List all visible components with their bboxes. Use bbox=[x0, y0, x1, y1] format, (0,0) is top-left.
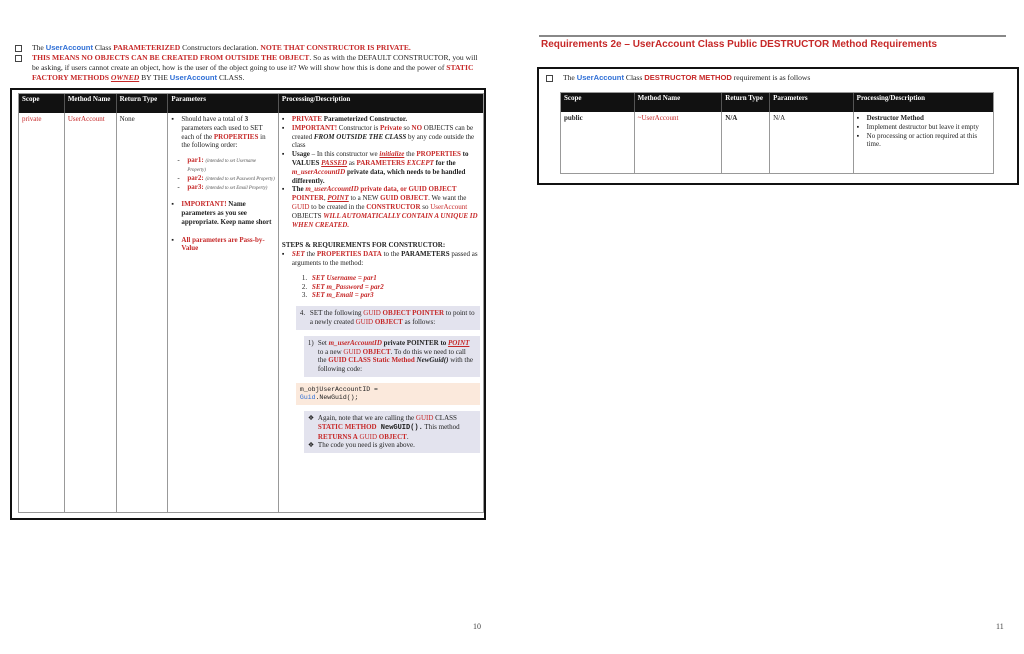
page-number-right: 11 bbox=[996, 622, 1004, 631]
title-rule bbox=[539, 35, 1006, 37]
cell-processing: ▪ Destructor Method ▪ Implement destructor but leave it empty ▪ No processing or action required at this time. bbox=[856, 114, 979, 149]
steps-list: 1. SET Username = par1 2. SET m_Password = par2 3. SET m_Email = par3 bbox=[301, 273, 384, 300]
header-return-type: Return Type bbox=[117, 94, 169, 113]
table-row bbox=[19, 113, 483, 513]
constructor-requirements-table bbox=[18, 93, 484, 513]
header-processing: Processing/Description bbox=[281, 95, 351, 103]
notes-box: ❖ Again, note that we are calling the GUID CLASS STATIC METHOD NewGUID(). This method RETURNS A GUID OBJECT. ❖ The code you need is given above. bbox=[304, 411, 480, 453]
page-title: Requirements 2e – UserAccount Class Public DESTRUCTOR Method Requirements bbox=[541, 39, 938, 50]
cell-parameters: N/A bbox=[770, 112, 854, 173]
header-return-type: Return Type bbox=[722, 93, 770, 112]
steps-title: STEPS & REQUIREMENTS FOR CONSTRUCTOR: bbox=[281, 241, 446, 250]
cell-method-name: UserAccount bbox=[65, 113, 117, 513]
destructor-requirements-table bbox=[560, 92, 994, 174]
table-header bbox=[19, 94, 483, 113]
checkbox-bullet-icon bbox=[15, 55, 22, 62]
table-header bbox=[561, 93, 993, 112]
page-number-left: 10 bbox=[473, 622, 481, 631]
header-scope: Scope bbox=[19, 94, 65, 113]
right-intro: The UserAccount Class DESTRUCTOR METHOD requirement is as follows bbox=[545, 73, 810, 82]
cell-parameters: ▪ Should have a total of 3 parameters each used to SET each of the PROPERTIES in the following order: - par1: (intended to set Username Property) - par2: (intended to set Password Property) - par3: (intended to set Email Property) ▪ IMPORTANT! Name parameters as you see appropriate. Keep name short ▪ All parameters are Pass-by-Value bbox=[168, 113, 279, 513]
header-method-name: Method Name bbox=[635, 93, 723, 112]
cell-scope: public bbox=[561, 112, 635, 173]
cell-return-type: None bbox=[117, 113, 169, 513]
table-row bbox=[561, 112, 993, 173]
header-scope: Scope bbox=[561, 93, 635, 112]
diamond-bullet-icon: ❖ bbox=[307, 441, 315, 450]
header-parameters: Parameters bbox=[168, 94, 279, 113]
cell-return-type: N/A bbox=[722, 112, 770, 173]
step-4-box: 4. SET the following GUID OBJECT POINTER to point to a newly created GUID OBJECT as follows: bbox=[296, 306, 480, 330]
intro-bullet-2: THIS MEANS NO OBJECTS CAN BE CREATED FROM OUTSIDE THE OBJECT. So as with the DEFAULT CONSTRUCTOR, you will be asking, if users cannot create an object, how is the user of the object going to use it? We will show how this is done and the power of STATIC FACTORY METHODS OWNED BY THE UserAccount CLASS. bbox=[14, 53, 484, 83]
cell-scope: private bbox=[19, 113, 65, 513]
cell-method-name: ~UserAccount bbox=[635, 112, 723, 173]
cell-processing: ▪ PRIVATE Parameterized Constructor. ▪ IMPORTANT! Constructor is Private so NO OBJECTS can be created FROM OUTSIDE THE CLASS by any code outside the class ▪ Usage – In this constructor we initialize the PROPERTIES to VALUES PASSED as PARAMETERS EXCEPT for the m_userAccountID private data, which needs to be handled differently. ▪ The m_userAccountID private data, or GUID OBJECT POINTER, POINT to a NEW GUID OBJECT. We want the GUID to be created in the CONSTRUCTOR so UserAccount OBJECTS WILL AUTOMATICALLY CONTAIN A UNIQUE ID WHEN CREATED. STEPS & REQUIREMENTS FOR CONSTRUCTOR: ▪ SET the PROPERTIES DATA to the PARAMETERS passed as arguments to the method: 1. SET Username = par1 2. SET m_Password = par2 3. SET m_Email = par3 4. SET the following GUID OBJECT POINTER to point to a newly created GUID OBJECT as follows: 1) Set m_userAccountID private POINTER to POINT to a new GUID OBJECT. To do this we need to call the GUID CLASS Static Method NewGuid() with the following code: m_objUserAccountID = Guid.NewGuid(); ❖ Again, note that we are calling the GUID CLASS STATIC METHOD NewGUID(). This method RETURNS A GUID OBJECT. ❖ The code you need is given above. bbox=[279, 113, 483, 513]
guid-substep-box: 1) Set m_userAccountID private POINTER to POINT to a new GUID OBJECT. To do this we need to call the GUID CLASS Static Method NewGuid() with the following code: bbox=[304, 336, 480, 377]
left-intro bbox=[14, 43, 484, 83]
header-processing: Processing/Description bbox=[856, 94, 925, 102]
header-parameters: Parameters bbox=[770, 93, 854, 112]
intro-bullet-1: The UserAccount Class PARAMETERIZED Constructors declaration. NOTE THAT CONSTRUCTOR IS PRIVATE. bbox=[14, 43, 484, 53]
code-snippet: m_objUserAccountID = Guid.NewGuid(); bbox=[296, 383, 480, 405]
diamond-bullet-icon: ❖ bbox=[307, 413, 315, 422]
checkbox-bullet-icon bbox=[546, 75, 553, 82]
checkbox-bullet-icon bbox=[15, 45, 22, 52]
header-method-name: Method Name bbox=[65, 94, 117, 113]
